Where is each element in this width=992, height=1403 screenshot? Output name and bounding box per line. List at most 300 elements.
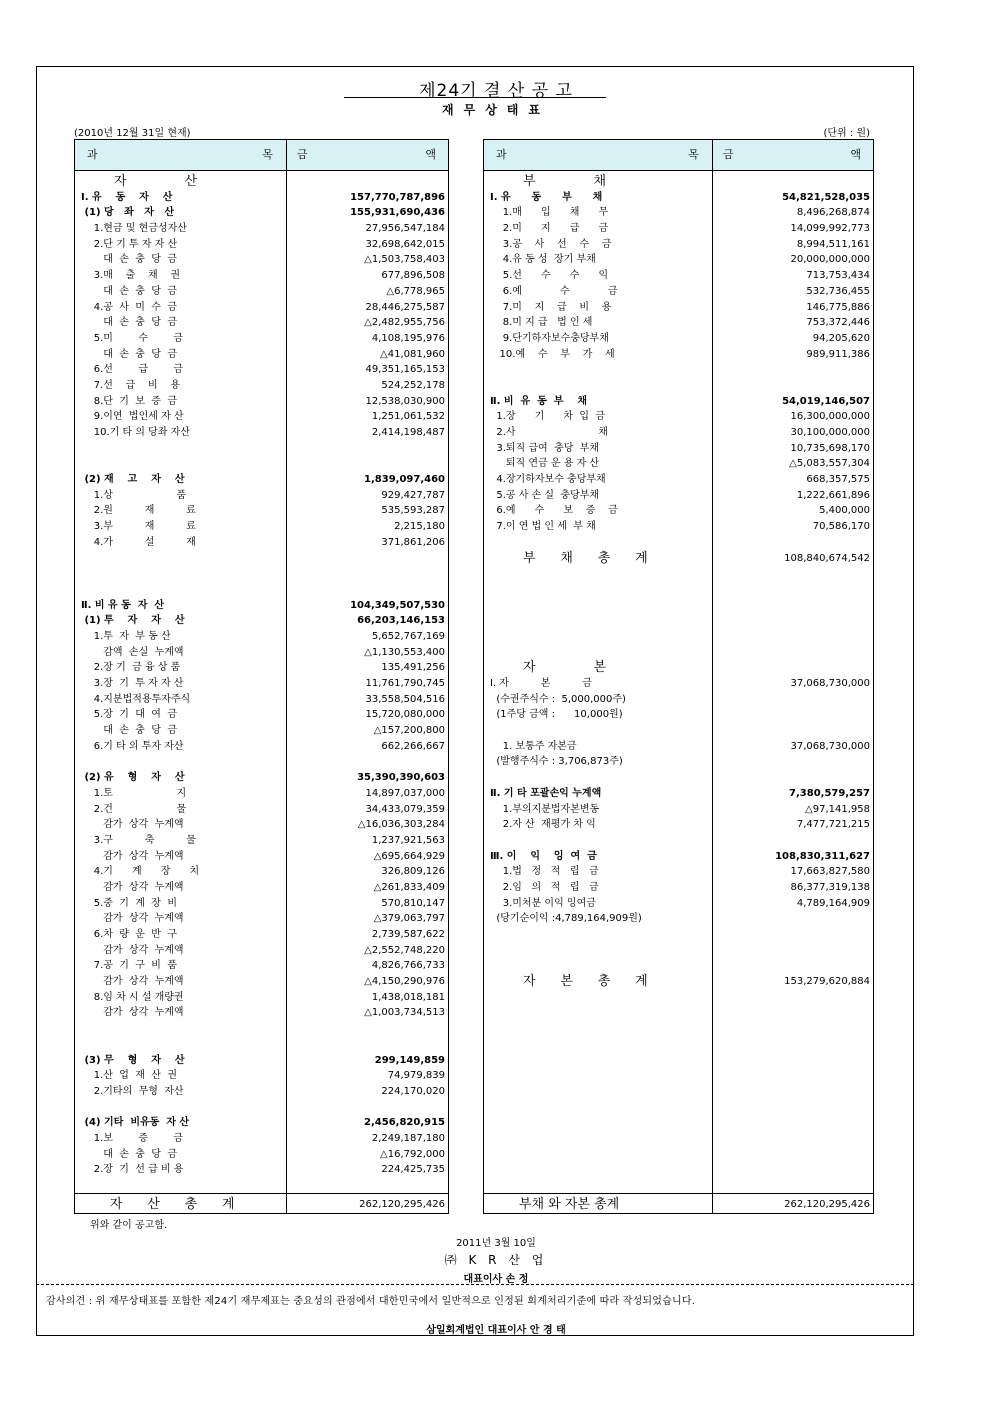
- row-label: 1.장 기 차 입 금: [490, 411, 606, 423]
- assets-table: [74, 139, 449, 1214]
- row-label: 감가 상각 누계액: [81, 976, 184, 988]
- table-row: [75, 880, 448, 896]
- row-label: 3.구 축 물: [81, 834, 196, 846]
- table-row: [75, 394, 448, 410]
- table-row: [75, 1131, 448, 1147]
- table-row: [484, 723, 873, 739]
- row-amount: 10,735,698,170: [790, 442, 870, 454]
- row-amount: 1,237,921,563: [371, 834, 445, 846]
- table-row: [484, 943, 873, 959]
- row-amount: △2,552,748,220: [364, 944, 445, 956]
- table-row: [75, 629, 448, 645]
- row-label: 1.보 증 금: [81, 1132, 184, 1144]
- table-row: [484, 488, 873, 504]
- row-amount: 668,357,575: [806, 474, 870, 486]
- row-label: 1.토 지: [81, 787, 187, 799]
- table-row: [75, 598, 448, 614]
- row-amount: 74,979,839: [387, 1070, 445, 1082]
- row-amount: △157,200,800: [373, 725, 445, 737]
- amount-column-header: 금 액: [296, 148, 436, 161]
- row-label: Ⅰ. 자 본 금: [490, 678, 592, 689]
- row-amount: 70,586,170: [812, 521, 870, 533]
- row-amount: 33,558,504,516: [365, 693, 445, 705]
- row-label: 감가 상각 누계액: [81, 819, 184, 831]
- table-row: [484, 676, 873, 692]
- row-amount: 16,300,000,000: [790, 411, 870, 423]
- row-amount: 2,215,180: [394, 521, 445, 533]
- table-row: [75, 613, 448, 629]
- row-amount: 7,380,579,257: [789, 787, 870, 799]
- table-row: [75, 1021, 448, 1037]
- table-row: [75, 205, 448, 221]
- liabilities-equity-total-row: 부채 와 자본 총계 262,120,295,426: [490, 1197, 870, 1212]
- row-amount: 535,593,287: [381, 505, 445, 517]
- row-label: 감가 상각 누계액: [81, 944, 184, 956]
- table-row: [75, 802, 448, 818]
- row-amount: 12,538,030,900: [365, 395, 445, 407]
- table-row: [75, 786, 448, 802]
- row-label: 6.선 급 금: [81, 364, 184, 376]
- table-row: [75, 707, 448, 723]
- table-row: [484, 911, 873, 927]
- table-row: [75, 174, 448, 190]
- table-row: [75, 896, 448, 912]
- table-row: [75, 190, 448, 206]
- row-label: 7.선 급 비 용: [81, 379, 181, 391]
- table-row: [75, 864, 448, 880]
- table-row: [484, 409, 873, 425]
- row-label: Ⅰ. 유 동 부 채: [490, 191, 603, 203]
- table-row: [75, 958, 448, 974]
- row-label: 자 산: [81, 174, 198, 189]
- table-row: [484, 362, 873, 378]
- row-amount: 135,491,256: [381, 662, 445, 674]
- row-label: (2) 유 형 자 산: [81, 772, 185, 784]
- table-row: [75, 849, 448, 865]
- table-row: [75, 1162, 448, 1178]
- table-row: [75, 535, 448, 551]
- table-row: [484, 849, 873, 865]
- table-row: [75, 582, 448, 598]
- table-row: [484, 205, 873, 221]
- table-row: [484, 252, 873, 268]
- row-label: Ⅰ. 유 동 자 산: [81, 191, 173, 203]
- row-label: 부 채: [490, 174, 607, 189]
- row-amount: 2,414,198,487: [371, 427, 445, 438]
- item-column-header: 과 목: [496, 148, 699, 161]
- table-row: [484, 315, 873, 331]
- table-row: [75, 221, 448, 237]
- table-row: [75, 754, 448, 770]
- row-label: 1.부의지분법자본변동: [490, 803, 600, 815]
- table-row: [75, 911, 448, 927]
- row-label: 2.자 산 재평가 차 익: [490, 819, 596, 831]
- table-row: [75, 1115, 448, 1131]
- table-row: [75, 817, 448, 833]
- row-label: (1) 투 자 자 산: [81, 615, 185, 627]
- row-label: 10.예 수 부 가 세: [490, 348, 615, 360]
- table-row: [75, 300, 448, 316]
- table-row: [75, 645, 448, 661]
- row-label: 3.미처분 이익 잉여금: [490, 897, 596, 909]
- page-subtitle: 재무상태표: [442, 103, 550, 117]
- table-row: [484, 864, 873, 880]
- row-amount: 54,019,146,507: [782, 395, 870, 407]
- row-label: Ⅱ. 기 타 포괄손익 누계액: [490, 787, 602, 799]
- liabilities-rows: [484, 174, 873, 990]
- row-amount: △379,063,797: [373, 913, 445, 925]
- row-amount: 35,390,390,603: [357, 772, 445, 784]
- row-amount: 224,170,020: [381, 1085, 445, 1097]
- row-label: 4.공 사 미 수 금: [81, 301, 177, 313]
- row-amount: 14,897,037,000: [365, 787, 445, 799]
- ceo-name: 대표이사 손 정: [463, 1274, 529, 1285]
- row-label: 감가 상각 누계액: [81, 1007, 184, 1019]
- row-label: 2.장 기 선 급 비 용: [81, 1164, 184, 1176]
- table-row: [484, 268, 873, 284]
- row-label: 6.예 수 금: [490, 285, 618, 297]
- table-row: [75, 943, 448, 959]
- row-label: 9.이연 법인세 자 산: [81, 411, 184, 423]
- row-label: 7.미 지 급 비 용: [490, 301, 612, 313]
- row-amount: 929,427,787: [381, 489, 445, 501]
- table-row: [75, 723, 448, 739]
- row-amount: 524,252,178: [381, 379, 445, 391]
- row-label: 감액 손실 누계액: [81, 646, 184, 658]
- row-label: 4.유 동 성 장기 부채: [490, 254, 596, 266]
- table-row: [75, 676, 448, 692]
- table-row: [75, 237, 448, 253]
- row-amount: 104,349,507,530: [350, 599, 445, 611]
- row-amount: 32,698,642,015: [365, 238, 445, 250]
- row-label: 대 손 충 당 금: [81, 285, 177, 297]
- row-amount: 8,496,268,874: [796, 207, 870, 219]
- table-row: [75, 1147, 448, 1163]
- row-label: 퇴직 연금 운 용 자 산: [490, 458, 600, 470]
- table-row: [484, 770, 873, 786]
- row-label: 2.사 채: [490, 427, 608, 438]
- row-label: 2.건 물: [81, 803, 187, 815]
- table-row: [75, 519, 448, 535]
- table-row: [484, 284, 873, 300]
- row-label: 5.미 수 금: [81, 332, 184, 344]
- row-amount: 224,425,735: [381, 1164, 445, 1176]
- table-row: [484, 880, 873, 896]
- table-row: [75, 488, 448, 504]
- table-row: [75, 833, 448, 849]
- table-row: [484, 378, 873, 394]
- row-amount: 14,099,992,773: [790, 223, 870, 235]
- liabilities-equity-table: [483, 139, 874, 1214]
- row-label: 4.가 설 재: [81, 536, 196, 548]
- table-row: [75, 660, 448, 676]
- table-row: [75, 503, 448, 519]
- row-amount: 2,456,820,915: [364, 1117, 445, 1129]
- item-column-header: 과 목: [87, 148, 273, 161]
- table-row: [75, 315, 448, 331]
- row-label: 8.미 지 급 법 인 세: [490, 317, 593, 329]
- table-row: [484, 645, 873, 661]
- table-row: [484, 237, 873, 253]
- table-row: [75, 551, 448, 567]
- notice-text: 위와 같이 공고함.: [90, 1220, 168, 1231]
- row-amount: 37,068,730,000: [790, 678, 870, 689]
- row-label: 1.법 정 적 립 금: [490, 866, 599, 878]
- row-amount: 34,433,079,359: [365, 803, 445, 815]
- row-amount: 570,810,147: [381, 897, 445, 909]
- table-row: [484, 190, 873, 206]
- row-amount: △1,003,734,513: [364, 1007, 445, 1019]
- table-row: [484, 535, 873, 551]
- table-row: [75, 566, 448, 582]
- table-row: [75, 252, 448, 268]
- table-row: [484, 566, 873, 582]
- row-label: 감가 상각 누계액: [81, 881, 184, 893]
- table-row: [75, 739, 448, 755]
- row-amount: △1,130,553,400: [364, 646, 445, 658]
- row-amount: △97,141,958: [805, 803, 870, 815]
- row-label: 6.차 량 운 반 구: [81, 929, 177, 940]
- report-date: (2010년 12월 31일 현재): [74, 128, 191, 139]
- table-row: [484, 425, 873, 441]
- row-label: 3.장 기 투 자 자 산: [81, 678, 184, 689]
- row-amount: 157,770,787,896: [350, 191, 445, 203]
- row-label: 5.중 기 계 장 비: [81, 897, 177, 909]
- table-row: [484, 754, 873, 770]
- row-label: 4.지분법적용투자주식: [81, 693, 191, 705]
- row-label: 대 손 충 당 금: [81, 1148, 177, 1160]
- row-amount: 37,068,730,000: [790, 740, 870, 752]
- table-row: [75, 990, 448, 1006]
- title-underline: [344, 97, 606, 98]
- row-amount: △16,036,303,284: [357, 819, 445, 831]
- table-row: [484, 519, 873, 535]
- table-row: [484, 629, 873, 645]
- table-row: [484, 300, 873, 316]
- row-amount: 371,861,206: [381, 536, 445, 548]
- row-amount: 49,351,165,153: [365, 364, 445, 376]
- row-amount: △5,083,557,304: [789, 458, 870, 470]
- row-amount: 662,266,667: [381, 740, 445, 752]
- row-label: 3.부 재 료: [81, 521, 196, 533]
- row-label: 대 손 충 당 금: [81, 725, 177, 737]
- row-label: 2.원 재 료: [81, 505, 196, 517]
- row-label: 감가 상각 누계액: [81, 850, 184, 862]
- row-label: Ⅱ. 비 유 동 자 산: [81, 599, 165, 611]
- audit-opinion: 감사의견 : 위 재무상태표를 포함한 제24기 재무제표는 중요성의 관점에서 대한민국에서 일반적으로 인정된 회계처리기준에 따라 작성되었습니다.: [46, 1296, 696, 1307]
- table-row: [75, 378, 448, 394]
- row-label: 6.예 수 보 증 금: [490, 505, 618, 517]
- publication-date: 2011년 3월 10일: [456, 1238, 536, 1249]
- table-row: [484, 582, 873, 598]
- row-amount: 54,821,528,035: [782, 191, 870, 203]
- row-label: 자 본 총 계: [490, 974, 648, 990]
- table-row: [75, 974, 448, 990]
- auditor-name: 삼일회계법인 대표이사 안 경 태: [426, 1325, 566, 1336]
- row-amount: 989,911,386: [806, 348, 870, 360]
- table-row: [484, 551, 873, 567]
- row-amount: △6,778,965: [386, 285, 445, 297]
- table-row: [484, 802, 873, 818]
- row-label: (3) 무 형 자 산: [81, 1054, 185, 1066]
- row-amount: △1,503,758,403: [364, 254, 445, 266]
- table-row: [75, 1084, 448, 1100]
- unit-label: (단위 : 원): [823, 128, 870, 139]
- row-amount: 713,753,434: [806, 270, 870, 282]
- row-label: 2.임 의 적 립 금: [490, 881, 599, 893]
- table-row: [75, 347, 448, 363]
- row-amount: 17,663,827,580: [790, 866, 870, 878]
- row-label: 5.공 사 손 실 충당부채: [490, 489, 600, 501]
- table-row: [484, 441, 873, 457]
- table-row: [75, 472, 448, 488]
- row-amount: 753,372,446: [806, 317, 870, 329]
- row-label: 10.기 타 의 당좌 자산: [81, 427, 190, 438]
- row-amount: 1,251,061,532: [371, 411, 445, 423]
- row-amount: 108,830,311,627: [775, 850, 870, 862]
- row-amount: 4,789,164,909: [796, 897, 870, 909]
- row-amount: 30,100,000,000: [790, 427, 870, 438]
- row-amount: △2,482,955,756: [364, 317, 445, 329]
- row-amount: 2,739,587,622: [371, 929, 445, 940]
- table-row: [75, 425, 448, 441]
- row-label: 대 손 충 당 금: [81, 254, 177, 266]
- table-row: [484, 613, 873, 629]
- row-label: (수권주식수 : 5,000,000주): [490, 693, 626, 705]
- table-row: [484, 347, 873, 363]
- row-amount: 532,736,455: [806, 285, 870, 297]
- table-row: [75, 331, 448, 347]
- row-label: 1.투 자 부 동 산: [81, 630, 171, 642]
- table-row: [75, 692, 448, 708]
- table-row: [484, 707, 873, 723]
- row-label: 1. 보통주 자본금: [490, 740, 577, 752]
- row-amount: 11,761,790,745: [365, 678, 445, 689]
- row-label: 5.장 기 대 여 금: [81, 709, 177, 721]
- row-label: 감가 상각 누계액: [81, 913, 184, 925]
- row-amount: 299,149,859: [374, 1054, 445, 1066]
- table-row: [484, 896, 873, 912]
- table-row: [484, 927, 873, 943]
- row-label: (4) 기타 비유동 자 산: [81, 1117, 190, 1129]
- row-label: 1.상 품: [81, 489, 187, 501]
- liabilities-table-header: [484, 140, 873, 171]
- row-label: 부 채 총 계: [490, 550, 648, 566]
- row-label: 대 손 충 당 금: [81, 348, 177, 360]
- row-amount: 1,438,018,181: [371, 991, 445, 1003]
- row-label: 3.매 출 채 권: [81, 270, 181, 282]
- table-row: [75, 927, 448, 943]
- row-amount: 2,249,187,180: [371, 1132, 445, 1144]
- row-label: 대 손 충 당 금: [81, 317, 177, 329]
- table-row: [75, 456, 448, 472]
- row-amount: 153,279,620,884: [784, 976, 870, 988]
- row-amount: 86,377,319,138: [790, 881, 870, 893]
- table-row: [75, 409, 448, 425]
- row-amount: 15,720,080,000: [365, 709, 445, 721]
- table-row: [484, 503, 873, 519]
- row-amount: 66,203,146,153: [357, 615, 445, 627]
- row-amount: 326,809,126: [381, 866, 445, 878]
- row-label: 4.장기하자보수 충당부채: [490, 474, 606, 486]
- table-row: [75, 1053, 448, 1069]
- row-amount: 1,222,661,896: [796, 489, 870, 501]
- row-label: 9.단기하자보수충당부채: [490, 332, 609, 344]
- row-amount: 677,896,508: [381, 270, 445, 282]
- row-label: (2) 재 고 자 산: [81, 474, 185, 486]
- table-row: [484, 598, 873, 614]
- row-label: 5.선 수 수 익: [490, 270, 609, 282]
- row-label: 2.기타의 무형 자산: [81, 1085, 184, 1097]
- row-label: 8.단 기 보 증 금: [81, 395, 177, 407]
- row-label: (당기순이익 :4,789,164,909원): [490, 913, 642, 925]
- row-amount: 4,108,195,976: [371, 332, 445, 344]
- row-amount: 5,400,000: [819, 505, 870, 517]
- row-label: 1.매 입 채 무: [490, 207, 609, 219]
- row-label: 4.기 계 장 치: [81, 866, 200, 878]
- table-row: [75, 1068, 448, 1084]
- amount-column-header: 금 액: [722, 148, 861, 161]
- row-label: (1주당 금액 : 10,000원): [490, 709, 623, 721]
- table-row: [75, 1005, 448, 1021]
- row-amount: 27,956,547,184: [365, 223, 445, 235]
- row-amount: 7,477,721,215: [796, 819, 870, 831]
- row-amount: 155,931,690,436: [350, 207, 445, 219]
- row-label: (1) 당 좌 자 산: [81, 207, 175, 219]
- table-row: [484, 331, 873, 347]
- row-amount: 146,775,886: [806, 301, 870, 313]
- table-row: [75, 362, 448, 378]
- page-title: 제24기 결 산 공 고: [419, 81, 573, 101]
- row-label: 3.퇴직 급여 충당 부채: [490, 442, 600, 454]
- row-label: Ⅱ. 비 유 동 부 채: [490, 395, 587, 407]
- row-amount: 8,994,511,161: [796, 238, 870, 250]
- assets-table-header: [75, 140, 448, 171]
- table-row: [75, 441, 448, 457]
- table-row: [484, 221, 873, 237]
- row-label: 2.미 지 급 금: [490, 223, 609, 235]
- row-label: 자 본: [490, 660, 607, 676]
- row-amount: △16,792,000: [380, 1148, 445, 1160]
- row-amount: 20,000,000,000: [790, 254, 870, 266]
- table-row: [484, 472, 873, 488]
- table-row: [75, 284, 448, 300]
- total-divider: [484, 1193, 873, 1194]
- row-label: 3.공 사 선 수 금: [490, 238, 612, 250]
- table-row: [75, 770, 448, 786]
- row-amount: 28,446,275,587: [365, 301, 445, 313]
- row-amount: 5,652,767,169: [371, 630, 445, 642]
- table-row: [75, 268, 448, 284]
- table-row: [484, 456, 873, 472]
- table-row: [484, 174, 873, 190]
- assets-total-row: 자 산 총 계 262,120,295,426: [81, 1197, 445, 1212]
- row-amount: 1,839,097,460: [364, 474, 445, 486]
- dashed-divider: [36, 1284, 914, 1285]
- row-label: Ⅲ. 이 익 잉 여 금: [490, 850, 597, 862]
- row-label: 7.이 연 법 인 세 부 채: [490, 521, 596, 533]
- table-row: [484, 692, 873, 708]
- total-divider: [75, 1193, 448, 1194]
- table-row: [484, 739, 873, 755]
- table-row: [484, 974, 873, 990]
- row-label: 2.단 기 투 자 자 산: [81, 238, 178, 250]
- row-label: 8.임 차 시 설 개량권: [81, 991, 184, 1003]
- row-label: 1.현금 및 현금성자산: [81, 223, 187, 235]
- row-amount: 94,205,620: [812, 332, 870, 344]
- row-label: 2.장 기 금 융 상 품: [81, 662, 181, 674]
- row-label: 1.산 업 재 산 권: [81, 1070, 177, 1082]
